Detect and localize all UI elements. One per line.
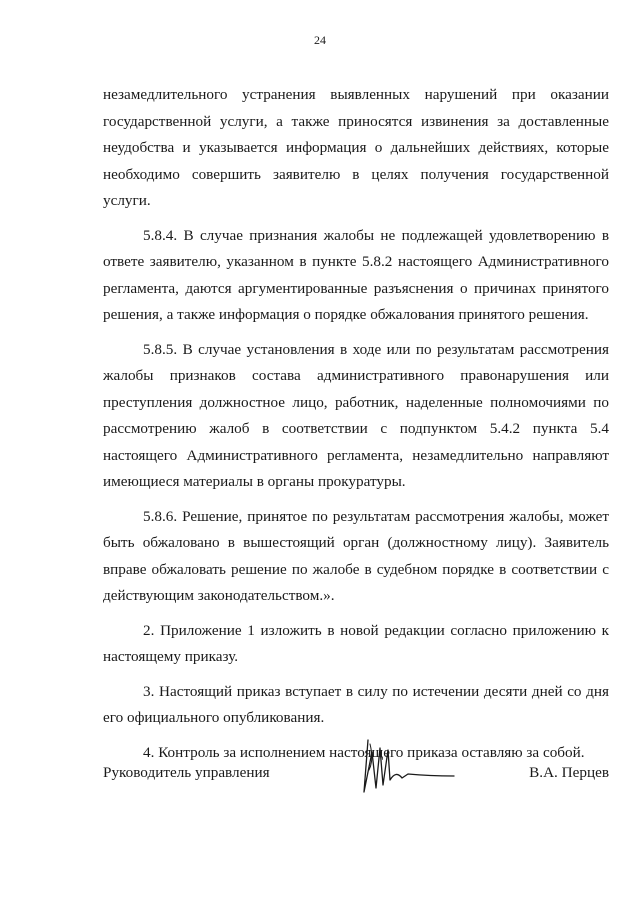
paragraph-item-2: 2. Приложение 1 изложить в новой редакции согласно приложению к настоящему приказу.: [103, 621, 609, 665]
page-number: 24: [314, 33, 326, 47]
paragraph-5-8-4: 5.8.4. В случае признания жалобы не подлежащей удовлетворению в ответе заявителю, указанном в пункте 5.8.2 настоящего Административного регламента, даются аргументированные разъяснения о причинах принятого решения, а также информация о порядке обжалования принятого решения.: [103, 226, 609, 323]
paragraph-5-8-6: 5.8.6. Решение, принятое по результатам рассмотрения жалобы, может быть обжаловано в вышестоящий орган (должностному лицу). Заявитель вправе обжаловать решение по жалобе в судебном порядке в соответствии с действующим законодательством.».: [103, 507, 609, 604]
paragraph-item-3: 3. Настоящий приказ вступает в силу по истечении десяти дней со дня его официального опубликования.: [103, 682, 609, 726]
paragraph-5-8-5: 5.8.5. В случае установления в ходе или по результатам рассмотрения жалобы признаков состава административного правонарушения или преступления должностное лицо, работник, наделенные полномочиями по рассмотрению жалоб в соответствии с подпунктом 5.4.2 пункта 5.4 настоящего Административного регламента, незамедлительно направляют имеющиеся материалы в органы прокуратуры.: [103, 340, 609, 490]
paragraph-item-4: 4. Контроль за исполнением настоящего приказа оставляю за собой.: [143, 743, 585, 761]
document-body: [103, 82, 609, 766]
handwritten-signature: [350, 730, 460, 800]
signatory-title: Руководитель управления: [103, 764, 270, 781]
signatory-name: В.А. Перцев: [529, 764, 609, 781]
paragraph-continuation: незамедлительного устранения выявленных нарушений при оказании государственной услуги, а также приносятся извинения за доставленные неудобства и указывается информация о дальнейших действиях, которые необходимо совершить заявителю в целях получения государственной услуги.: [103, 86, 609, 209]
